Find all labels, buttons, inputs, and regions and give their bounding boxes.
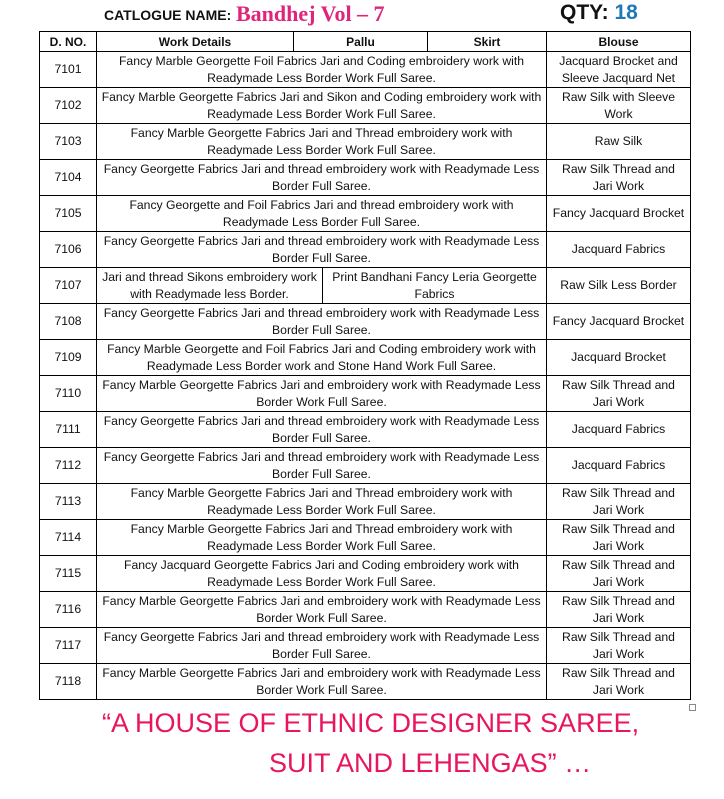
table-row [40, 448, 691, 484]
blouse-details: Jacquard Brocket and Sleeve Jacquard Net [547, 52, 691, 88]
table-row [40, 412, 691, 448]
design-number: 7104 [40, 160, 97, 196]
design-number: 7108 [40, 304, 97, 340]
table-header-row [40, 32, 691, 52]
design-number: 7110 [40, 376, 97, 412]
pallu-details: Jari and thread Sikons embroidery work with Readymade less Border. [97, 268, 323, 304]
blouse-details: Raw Silk [547, 124, 691, 160]
table-row [40, 340, 691, 376]
work-details: Fancy Marble Georgette Fabrics Jari and Sikon and Coding embroidery work with Readymade Less Border Work Full Saree. [97, 88, 547, 124]
table-row [40, 52, 691, 88]
blouse-details: Jacquard Brocket [547, 340, 691, 376]
blouse-details: Raw Silk Less Border [547, 268, 691, 304]
table-row [40, 556, 691, 592]
work-details: Fancy Georgette Fabrics Jari and thread embroidery work with Readymade Less Border Full Saree. [97, 304, 547, 340]
col-pallu-header: Pallu [294, 32, 428, 52]
work-details: Fancy Marble Georgette Fabrics Jari and embroidery work with Readymade Less Border Work Full Saree. [97, 664, 547, 700]
blouse-details: Raw Silk Thread and Jari Work [547, 484, 691, 520]
table-row [40, 268, 691, 304]
design-number: 7111 [40, 412, 97, 448]
table-row [40, 520, 691, 556]
work-details: Fancy Marble Georgette Fabrics Jari and embroidery work with Readymade Less Border Work Full Saree. [97, 592, 547, 628]
table-row [40, 484, 691, 520]
table-row [40, 88, 691, 124]
skirt-details: Print Bandhani Fancy Leria Georgette Fabrics [323, 268, 547, 304]
blouse-details: Jacquard Fabrics [547, 232, 691, 268]
work-details: Fancy Jacquard Georgette Fabrics Jari and Coding embroidery work with Readymade Less Border Work Full Saree. [97, 556, 547, 592]
quantity [560, 1, 638, 25]
blouse-details: Raw Silk Thread and Jari Work [547, 664, 691, 700]
tagline-line-1: “A HOUSE OF ETHNIC DESIGNER SAREE, [102, 708, 640, 738]
table-row [40, 232, 691, 268]
work-details: Fancy Marble Georgette Fabrics Jari and embroidery work with Readymade Less Border Work Full Saree. [97, 376, 547, 412]
catalogue-table [39, 31, 691, 700]
col-skirt-header: Skirt [428, 32, 547, 52]
table-row [40, 160, 691, 196]
col-dno-header: D. NO. [40, 32, 97, 52]
design-number: 7113 [40, 484, 97, 520]
catalogue-label: CATLOGUE NAME: [104, 7, 232, 23]
qty-value: 18 [614, 1, 638, 24]
work-details: Fancy Georgette Fabrics Jari and thread embroidery work with Readymade Less Border Full Saree. [97, 412, 547, 448]
design-number: 7115 [40, 556, 97, 592]
tagline-line-2: SUIT AND LEHENGAS” … [269, 748, 592, 778]
design-number: 7116 [40, 592, 97, 628]
blouse-details: Jacquard Fabrics [547, 412, 691, 448]
table-row [40, 304, 691, 340]
design-number: 7103 [40, 124, 97, 160]
work-details: Fancy Marble Georgette Fabrics Jari and Thread embroidery work with Readymade Less Border Work Full Saree. [97, 124, 547, 160]
design-number: 7114 [40, 520, 97, 556]
col-blouse-header: Blouse [547, 32, 691, 52]
design-number: 7117 [40, 628, 97, 664]
work-details: Fancy Marble Georgette Fabrics Jari and Thread embroidery work with Readymade Less Border Work Full Saree. [97, 484, 547, 520]
table-row [40, 376, 691, 412]
blouse-details: Raw Silk Thread and Jari Work [547, 556, 691, 592]
work-details: Fancy Georgette Fabrics Jari and thread embroidery work with Readymade Less Border Full Saree. [97, 232, 547, 268]
blouse-details: Raw Silk Thread and Jari Work [547, 160, 691, 196]
catalogue-name: Bandhej Vol – 7 [236, 1, 385, 26]
design-number: 7109 [40, 340, 97, 376]
blouse-details: Fancy Jacquard Brocket [547, 304, 691, 340]
work-details: Fancy Georgette Fabrics Jari and thread embroidery work with Readymade Less Border Full Saree. [97, 160, 547, 196]
blouse-details: Raw Silk Thread and Jari Work [547, 520, 691, 556]
design-number: 7112 [40, 448, 97, 484]
table-row [40, 664, 691, 700]
design-number: 7107 [40, 268, 97, 304]
blouse-details: Raw Silk with Sleeve Work [547, 88, 691, 124]
blouse-details: Raw Silk Thread and Jari Work [547, 592, 691, 628]
design-number: 7118 [40, 664, 97, 700]
table-row [40, 628, 691, 664]
work-details: Fancy Georgette Fabrics Jari and thread embroidery work with Readymade Less Border Full Saree. [97, 628, 547, 664]
design-number: 7105 [40, 196, 97, 232]
qty-label: QTY: [560, 1, 609, 24]
blouse-details: Raw Silk Thread and Jari Work [547, 628, 691, 664]
table-row [40, 592, 691, 628]
work-details: Fancy Georgette and Foil Fabrics Jari and thread embroidery work with Readymade Less Border Full Saree. [97, 196, 547, 232]
design-number: 7106 [40, 232, 97, 268]
blouse-details: Jacquard Fabrics [547, 448, 691, 484]
col-work-header: Work Details [97, 32, 294, 52]
work-details: Fancy Marble Georgette Fabrics Jari and Thread embroidery work with Readymade Less Border Work Full Saree. [97, 520, 547, 556]
design-number: 7101 [40, 52, 97, 88]
work-details: Fancy Georgette Fabrics Jari and thread embroidery work with Readymade Less Border Full Saree. [97, 448, 547, 484]
work-details: Fancy Marble Georgette Foil Fabrics Jari and Coding embroidery work with Readymade Less Border Work Full Saree. [97, 52, 547, 88]
design-number: 7102 [40, 88, 97, 124]
work-details: Fancy Marble Georgette and Foil Fabrics Jari and Coding embroidery work with Readymade Less Border work and Stone Hand Work Full Saree. [97, 340, 547, 376]
table-row [40, 196, 691, 232]
blouse-details: Fancy Jacquard Brocket [547, 196, 691, 232]
blouse-details: Raw Silk Thread and Jari Work [547, 376, 691, 412]
table-row [40, 124, 691, 160]
